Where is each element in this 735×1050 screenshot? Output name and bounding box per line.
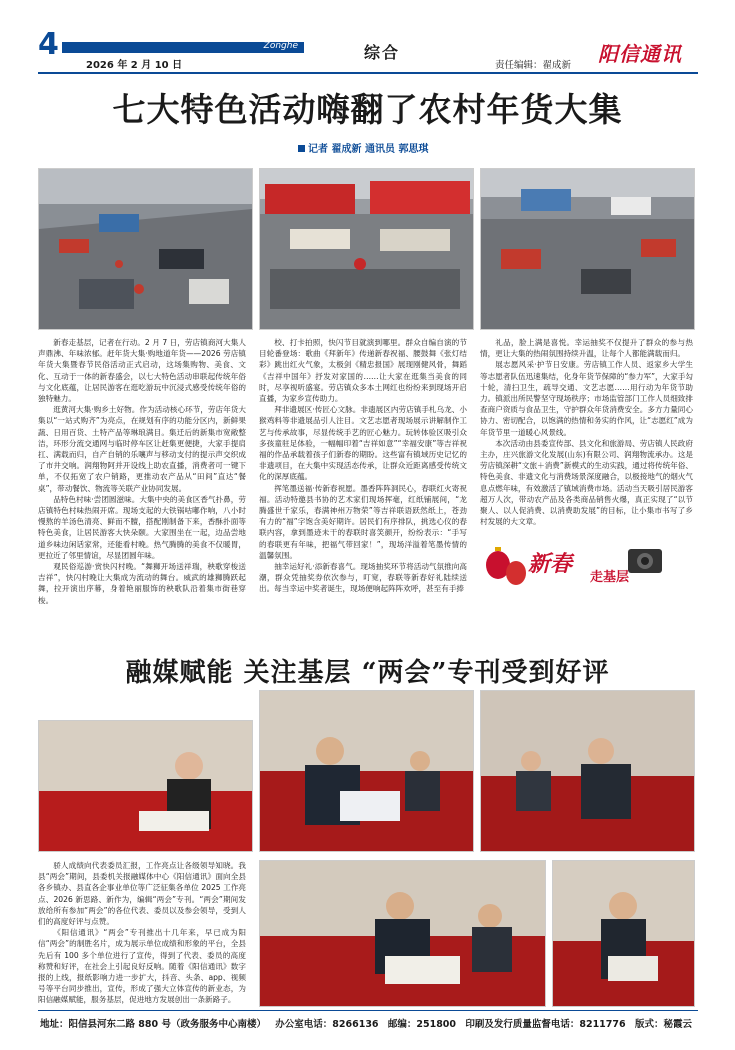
badge-text-sub: 走基层 <box>590 570 630 585</box>
spring-festival-badge <box>478 535 678 595</box>
article2-headline: 融媒赋能 关注基层 “两会”专刊受到好评 <box>125 658 610 688</box>
article1-column-3 <box>480 337 693 527</box>
issue-date: 2026 年 2 月 10 日 <box>86 60 183 71</box>
byline-square-icon <box>298 145 305 152</box>
article1-byline-text: 记者 翟成新 通讯员 郭思琪 <box>308 144 429 155</box>
paragraph: 品特色村味·尝团圆滋味。大集中央的美食区香气扑鼻，劳店镇特色村味热闹开席。现场支起的大铁锅咕嘟作响，八小时慢熬的羊汤色清亮、鲜而不膻，搭配刚制备下来，香酥扑面等特色美食，让居民游客大快朵颐。大家围坐在一起，边品尝地道乡味边闲话家常，还能看村晚。热气腾腾的美食不仅暖胃，更拉近了邻里情谊，尽显团圆年味。 <box>38 494 246 560</box>
footer-address: 地址：阳信县河东二路 880 号（政务服务中心南楼） <box>40 1019 266 1030</box>
article2-photo-delegates-reading-2 <box>259 860 546 1007</box>
newspaper-logo: 阳信通讯 <box>598 42 682 66</box>
paragraph: 观民俗巡游·赏快闪村晚。“舞狮开场送祥瑞，秧歌穿梭送吉祥”，快闪村晚让大集成为流动的舞台。威武的雄狮腾跃起舞，拉开演出序幕，身着艳丽服饰的秧歌队沿着集市街巷穿梭。 <box>38 562 246 605</box>
footer-postcode: 邮编：251800 <box>387 1019 457 1030</box>
article1-column-2 <box>259 337 467 595</box>
paragraph: 新春走基层，记者在行动。2 月 7 日，劳店镇商河大集人声鼎沸、年味浓郁。赶年货大集·购地道年货——2026 劳店镇年货大集暨春节民俗活动正式启动，这场集购物、美食、文化、互动于一体的新春盛会，以七大特色活动串联起传统年俗与文化底蕴，让居民游客在逛吃游玩中沉浸式感受传统年俗的独特魅力。 <box>38 338 246 404</box>
footer <box>40 1016 700 1030</box>
footer-office-phone: 办公室电话：8266136 <box>275 1019 379 1030</box>
section-title: 综合 <box>364 43 401 62</box>
article1-photo-red-tents <box>259 168 474 330</box>
article1-photo-crowd-street <box>480 168 695 330</box>
paragraph: 《阳信通讯》“两会”专刊推出十几年来，早已成为阳信“两会”的制胜名片，成为展示单位成绩和形象的平台，全县先后有 100 多个单位进行了宣传，得到了代表、委员的高度称赞和好评，在社会上引起良好反响。随着《阳信通讯》数字报的上线，报纸影响力进一步扩大，抖音、头条、app、视频号等平台同步推出，宣传，形成了强大立体宣传的新业态，为阳信融媒赋能，服务基层，促进地方发展创出一条新路子。 <box>38 928 246 1005</box>
editor-credit: 责任编辑：翟成新 <box>495 60 572 71</box>
article1-photo-market-aerial <box>38 168 253 330</box>
article1-byline <box>298 140 428 155</box>
page-number: 4 <box>38 27 59 62</box>
badge-text-main: 新春 <box>528 551 573 577</box>
article1-headline: 七大特色活动嗨翻了农村年货大集 <box>112 90 623 129</box>
paragraph: 骄人成绩向代表委员汇报，工作亮点让各级领导知晓。我县“两会”期间，县委机关报融媒体中心《阳信通讯》面向全县各乡镇办、县直各企事业单位等广泛征集各单位 2025 工作亮点、2026 新思路、新作为，编辑“两会”专刊。“两会”期间发放给所有参加“两会”的各位代表、委员以及参会领导，受到人们的高度好评与点赞。 <box>38 861 246 927</box>
article2-column-1 <box>38 860 246 1006</box>
footer-printing: 印刷及发行质量监督电话：8211776 <box>465 1019 626 1030</box>
article2-photo-delegate-reading-3 <box>552 860 695 1007</box>
paragraph: 拜非遗展区·传匠心文脉。非遗展区内劳店镇手札乌龙、小猴鸡料等非遗展品引人注目。文艺志愿者现场展示讲解制作工艺与传承故事，尽显传统手艺的匠心魅力。玩转体验区吸引众多孩童驻足体验，一幅幅印着“吉祥如意”“幸福安康”等吉祥祝福的作品承载着孩子们新春的期盼。这些富有镇域历史记忆的非遗项目，在大集中实现活态传承，让群众近距离感受传统文化的深厚底蕴。 <box>259 405 467 482</box>
paragraph: 校、打卡拍照，快闪节目就演到哪里。群众自编自演的节目轮番登场：歌曲《拜新年》传递新春祝福、腰鼓舞《张灯结彩》跳出红火气象，太极剑《精忠报国》展现刚健风骨，舞蹈《吉祥中国年》抒发对家国的……让大家在逛集当美食的同时，尽享视听盛宴。劳店镇众多本土网红也纷纷来到现场开启直播，为家乡宣传助力。 <box>259 338 467 404</box>
paragraph: 挥笔墨送福·传新春祝愿。墨香阵阵洞民心，春联红火寄祝福。活动特邀县书协的艺术家们现场挥毫，红纸铺展间，“龙腾盛世千家乐，春满神州万物荣”等吉祥联语跃然纸上，苍劲有力的“福”字饱含美好期许。居民们有序排队，挑选心仪的春联内容，拿到墨迹未干的春联时喜笑颜开，纷纷表示：“手写的春联更有年味，把福气带回家！”，现场洋溢着笔墨传情的温馨氛围。 <box>259 483 467 560</box>
paragraph: 本次活动由县委宣传部、县文化和旅游局、劳店镇人民政府主办，庄兴旅游文化发展(山东)有限公司、润翔物流承办。这是劳店镇深耕“文旅＋消费”新模式的生动实践，通过将传统年俗、特色美食、非遗文化与消费场景深度融合，以极接地气的烟火气息点燃年味，有效激活了镇域消费市场。活动当天吸引居民游客超万人次，带动农产品及各类商品销售火爆，真正实现了“以节聚人、以人促消费、以消费助发展”的目标，让小集市书写了乡村发展的大文章。 <box>480 438 693 527</box>
article2-photo-meeting-hall <box>480 690 695 852</box>
paragraph: 逛黄河大集·购乡土好物。作为活动核心环节，劳店年货大集以“一站式购齐”为亮点，在规划有序的功能分区内，新鲜果蔬、日用百货、土特产品等琳琅满目。集迁后的新集市宽敞整洁，环形分流交通网与临时停车区让赶集更便捷，大家手提肩扛、满载而归，自产自销的乐嚷声与移动支付的提示声交织成了市井交响。润翔物阿并开设线上助农直播，消费者可一键下单，不仅拓宽了农户销路，更推动农产品从“田间”直达“餐桌”，带动餐饮、物流等关联产业协同发展。 <box>38 405 246 493</box>
header-rule <box>38 72 698 74</box>
paragraph: 展志愿风采·护节日安康。劳店镇工作人员、返家乡大学生等志愿者队伍迅速集结，化身年货节保障的“参力军”，大家手勾十轮，清扫卫生，疏导交通、文艺志愿……用行动为年货节助力。镇派出所民警坚守现场秩序；市场监管部门工作人员细致排查商户资质与食品卫生，守护群众年货消费安全。多方力量同心协力、密切配合，以饱满的热情和务实的作风，让“志愿红”成为年货节里一道暖心风景线。 <box>480 360 693 437</box>
footer-rule <box>38 1010 698 1011</box>
article2-photo-delegates-row <box>259 690 474 852</box>
article2-photo-delegate-reading-1 <box>38 720 253 852</box>
header-section-bar <box>62 42 304 53</box>
paragraph: 礼品，脸上满是喜悦。幸运抽奖不仅提升了群众的参与热情，更让大集的热闹氛围持续升温，让每个人都能满载而归。 <box>480 338 693 359</box>
footer-layout: 版式：秘霞云 <box>634 1019 692 1030</box>
paragraph: 抽幸运好礼·添新春喜气。现场抽奖环节将活动气氛推向高潮，群众凭抽奖券依次参与，叮宽，春联等新春好礼陆续送出。每当幸运中奖者诞生，现场便响起阵阵欢呼，甚至有手捧 <box>259 562 467 594</box>
article1-column-1 <box>38 337 246 606</box>
section-en-label: Zonghe <box>263 41 298 51</box>
